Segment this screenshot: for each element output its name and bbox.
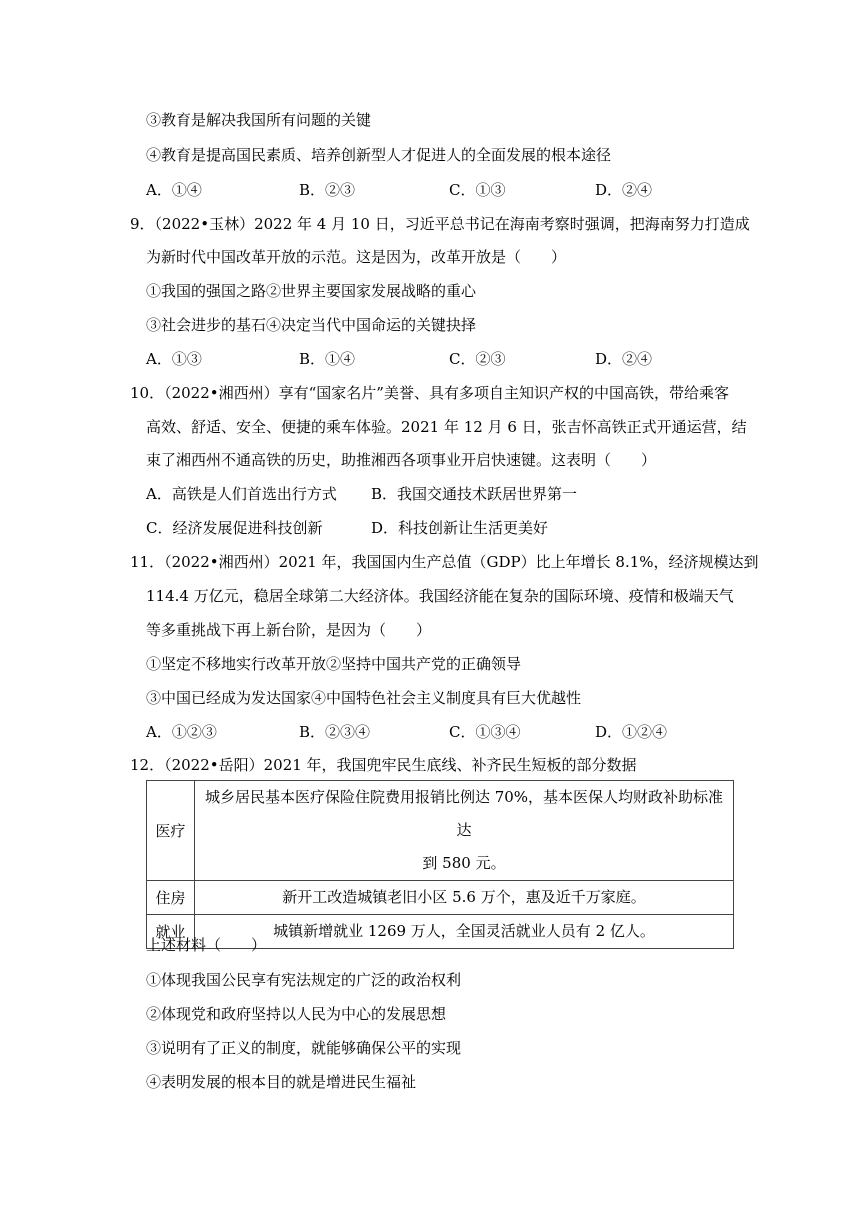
q11-option-b[interactable]: B．②③④ <box>299 723 371 741</box>
q8-option-d[interactable]: D．②④ <box>595 181 653 199</box>
q9-stem-line-2: 为新时代中国改革开放的示范。这是因为，改革开放是（ ） <box>146 248 567 266</box>
q9-option-a[interactable]: A．①③ <box>146 350 202 368</box>
q9-options <box>146 349 706 369</box>
q8-statement-4: ④教育是提高国民素质、培养创新型人才促进人的全面发展的根本途径 <box>146 146 612 164</box>
q12-statement-2: ②体现党和政府坚持以人民为中心的发展思想 <box>146 1005 447 1023</box>
table-value-line-2: 到 580 元。 <box>422 854 506 872</box>
q11-option-a[interactable]: A．①②③ <box>146 723 217 741</box>
q12-statement-4: ④表明发展的根本目的就是增进民生福祉 <box>146 1073 417 1091</box>
q9-stem-line-1: 9．（2022•玉林）2022 年 4 月 10 日，习近平总书记在海南考察时强调，把海南努力打造成 <box>130 215 750 233</box>
table-category-cell: 就业 <box>147 915 195 949</box>
q9-statements-3-4: ③社会进步的基石④决定当代中国命运的关键抉择 <box>146 316 477 334</box>
table-category-cell: 住房 <box>147 881 195 915</box>
q11-statements-1-2: ①坚定不移地实行改革开放②坚持中国共产党的正确领导 <box>146 655 522 673</box>
q11-options <box>146 722 706 742</box>
q11-option-d[interactable]: D．①②④ <box>595 723 668 741</box>
q11-stem-line-3: 等多重挑战下再上新台阶，是因为（ ） <box>146 621 432 639</box>
q12-after-table: 上述材料（ ） <box>146 936 267 954</box>
q11-stem-line-2: 114.4 万亿元，稳居全球第二大经济体。我国经济能在复杂的国际环境、疫情和极端天气 <box>146 587 734 605</box>
q11-option-c[interactable]: C．①③④ <box>449 723 521 741</box>
q10-option-c[interactable]: C．经济发展促进科技创新 <box>146 519 323 537</box>
q8-statement-3: ③教育是解决我国所有问题的关键 <box>146 111 372 129</box>
q11-statements-3-4: ③中国已经成为发达国家④中国特色社会主义制度具有巨大优越性 <box>146 689 582 707</box>
q9-option-d[interactable]: D．②④ <box>595 350 653 368</box>
table-value-cell <box>195 781 734 881</box>
table-row <box>147 781 734 881</box>
q8-options <box>146 180 706 200</box>
q10-stem-line-3: 束了湘西州不通高铁的历史，助推湘西各项事业开启快速键。这表明（ ） <box>146 451 657 469</box>
q12-stem: 12．（2022•岳阳）2021 年，我国兜牢民生底线、补齐民生短板的部分数据 <box>130 756 637 774</box>
q10-stem-line-1: 10．（2022•湘西州）享有“国家名片”美誉、具有多项自主知识产权的中国高铁，带给乘客 <box>130 384 729 402</box>
table-category-cell: 医疗 <box>147 781 195 881</box>
q8-option-c[interactable]: C．①③ <box>449 181 506 199</box>
q10-options-row-2 <box>146 518 706 538</box>
table-value-cell: 城镇新增就业 1269 万人，全国灵活就业人员有 2 亿人。 <box>195 915 734 949</box>
q12-data-table <box>146 780 734 949</box>
q10-options-row-1 <box>146 484 706 504</box>
q9-option-c[interactable]: C．②③ <box>449 350 506 368</box>
q10-option-d[interactable]: D．科技创新让生活更美好 <box>371 519 549 537</box>
q8-option-a[interactable]: A．①④ <box>146 181 202 199</box>
q9-statements-1-2: ①我国的强国之路②世界主要国家发展战略的重心 <box>146 282 477 300</box>
q8-option-b[interactable]: B．②③ <box>299 181 356 199</box>
q11-stem-line-1: 11．（2022•湘西州）2021 年，我国国内生产总值（GDP）比上年增长 8.1%，经济规模达到 <box>130 553 759 571</box>
q10-stem-line-2: 高效、舒适、安全、便捷的乘车体验。2021 年 12 月 6 日，张吉怀高铁正式开通运营，结 <box>146 418 747 436</box>
q10-option-b[interactable]: B．我国交通技术跃居世界第一 <box>371 485 578 503</box>
table-value-cell: 新开工改造城镇老旧小区 5.6 万个，惠及近千万家庭。 <box>195 881 734 915</box>
table-value-line-1: 城乡居民基本医疗保险住院费用报销比例达 70%，基本医保人均财政补助标准达 <box>204 788 724 839</box>
table-row <box>147 881 734 915</box>
q10-option-a[interactable]: A．高铁是人们首选出行方式 <box>146 485 337 503</box>
q12-statement-1: ①体现我国公民享有宪法规定的广泛的政治权利 <box>146 971 462 989</box>
q12-statement-3: ③说明有了正义的制度，就能够确保公平的实现 <box>146 1039 462 1057</box>
q9-option-b[interactable]: B．①④ <box>299 350 356 368</box>
